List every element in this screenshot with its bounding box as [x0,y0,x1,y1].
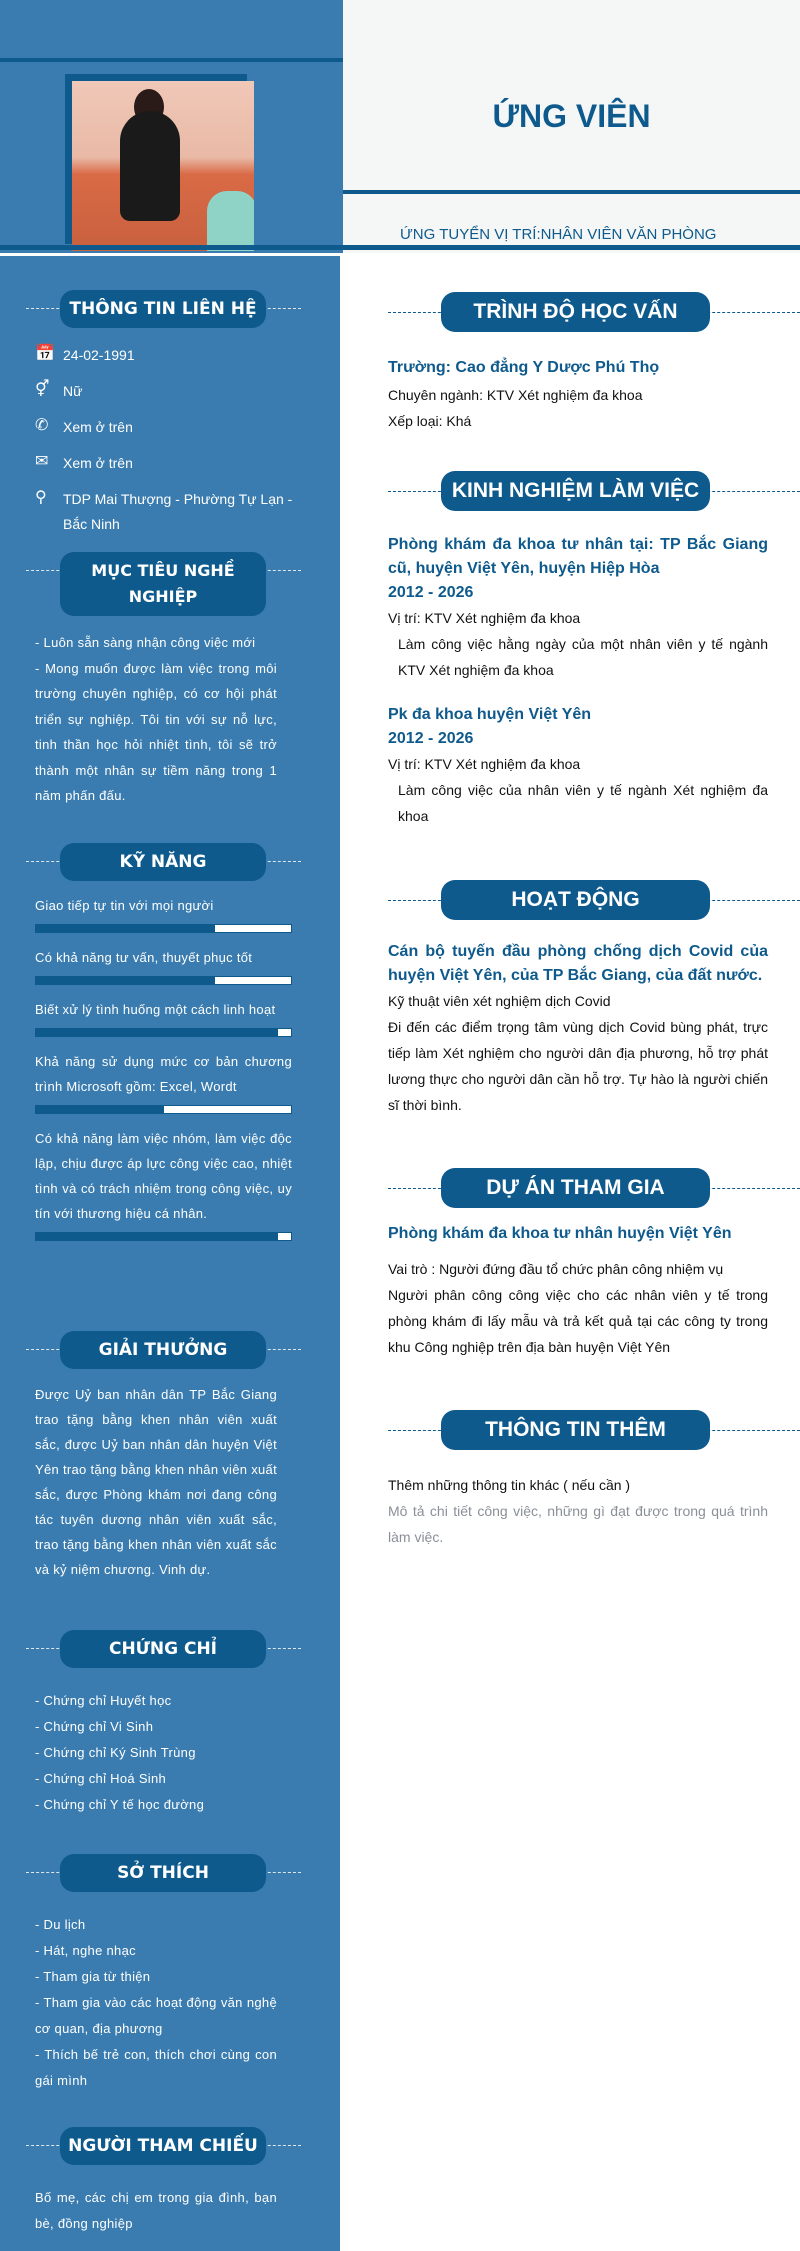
awards-text: Được Uỷ ban nhân dân TP Bắc Giang trao tặng bằng khen nhân viên xuất sắc, được Uỷ ban nhân dân huyện Việt Yên trao tặng bằng khen nhân viên xuất sắc, được Phòng khám nơi đang công tác tuyên dương nhân viên xuất sắc, trao tặng bằng khen nhân viên xuất sắc và kỷ niệm chương. Vinh dự. [35,1387,277,1577]
certificates-list [35,1688,277,1818]
education-content [388,354,768,434]
major: Chuyên ngành: KTV Xét nghiệm đa khoa [388,387,643,403]
section-heading: TRÌNH ĐỘ HỌC VẤN [441,292,710,332]
section-heading: SỞ THÍCH [60,1854,266,1892]
list-item: - Du lịch [35,1917,86,1932]
skill-level-bar [35,1232,292,1241]
skill-level-fill [36,1029,278,1036]
contact-email: ✉ Xem ở trên [35,451,313,476]
skill-level-bar [35,976,292,985]
description: Làm công việc hằng ngày của một nhân viên y tế ngành KTV Xét nghiệm đa khoa [398,636,768,678]
activity-title: Cán bộ tuyến đầu phòng chống dịch Covid của huyện Việt Yên, của TP Bắc Giang, của đất nước. [388,943,768,984]
section-heading: THÔNG TIN LIÊN HỆ [60,290,266,328]
section-extra [388,1410,800,1450]
skills-list [35,893,292,1253]
gender-icon: ⚥ [35,381,50,398]
section-heading: KINH NGHIỆM LÀM VIỆC [441,471,710,511]
school-name: Trường: Cao đẳng Y Dược Phú Thọ [388,359,660,376]
project-description: Người phân công công việc cho các nhân viên y tế trong phòng khám đi lấy mẫu và trả kết quả tại các công ty trong khu Công nghiệp trên địa bàn huyện Việt Yên [388,1287,768,1355]
grade: Xếp loại: Khá [388,413,472,429]
calendar-icon: 📅 [35,345,55,362]
projects-content [388,1222,768,1360]
skill-name: Giao tiếp tự tin với mọi người [35,898,214,913]
skill-name: Khả năng sử dụng mức cơ bản chương trình Microsoft gồm: Excel, Wordt [35,1054,292,1094]
list-item: - Chứng chỉ Vi Sinh [35,1719,154,1734]
activity-description: Đi đến các điểm trọng tâm vùng dịch Covid bùng phát, trực tiếp làm Xét nghiệm cho người dân địa phương, hỗ trợ phát lương thực cho người dân cần hỗ trợ. Tự hào là người chiến sĩ thời bình. [388,1019,768,1113]
list-item: - Chứng chỉ Ký Sinh Trùng [35,1745,196,1760]
section-heading: KỸ NĂNG [60,843,266,881]
skill-item [35,1049,292,1114]
section-heading: THÔNG TIN THÊM [441,1410,710,1450]
section-heading: HOẠT ĐỘNG [441,880,710,920]
location-icon: ⚲ [35,489,47,506]
section-references [26,2127,301,2165]
skill-name: Có khả năng tư vấn, thuyết phục tốt [35,950,253,965]
skill-item [35,997,292,1037]
skill-level-fill [36,1233,278,1240]
section-certificates [26,1630,301,1668]
section-experience [388,471,800,511]
references-text: Bố mẹ, các chị em trong gia đình, bạn bè, đồng nghiệp [35,2190,277,2231]
extra-line: Thêm những thông tin khác ( nếu cần ) [388,1477,631,1493]
list-item: - Thích bế trẻ con, thích chơi cùng con gái mình [35,2047,277,2088]
period: 2012 - 2026 [388,584,474,601]
section-heading: GIẢI THƯỞNG [60,1331,266,1369]
skill-level-bar [35,1028,292,1037]
list-item: - Tham gia vào các hoạt động văn nghệ cơ quan, địa phương [35,1995,277,2036]
skill-item [35,1126,292,1241]
experience-item [388,533,768,683]
skill-item [35,945,292,985]
position: Vị trí: KTV Xét nghiệm đa khoa [388,756,581,772]
section-hobbies [26,1854,301,1892]
section-objective [26,552,301,616]
description: Làm công việc của nhân viên y tế ngành Xét nghiệm đa khoa [398,782,768,824]
contact-phone: ✆ Xem ở trên [35,415,313,440]
skill-level-bar [35,924,292,933]
skill-name: Biết xử lý tình huống một cách linh hoạt [35,1002,276,1017]
skill-item [35,893,292,933]
skill-level-fill [36,925,215,932]
activity-role: Kỹ thuật viên xét nghiệm dịch Covid [388,993,611,1009]
phone-icon: ✆ [35,417,49,434]
section-contact [26,290,301,328]
section-heading: CHỨNG CHỈ [60,1630,266,1668]
section-projects [388,1168,800,1208]
extra-content [388,1472,768,1550]
divider [0,245,800,250]
period: 2012 - 2026 [388,730,474,747]
list-item: - Hát, nghe nhạc [35,1943,136,1958]
contact-address: ⚲ TDP Mai Thượng - Phường Tự Lạn - Bắc Ninh [35,487,313,537]
section-skills [26,843,301,881]
section-education [388,292,800,332]
section-heading: DỰ ÁN THAM GIA [441,1168,710,1208]
experience-item [388,703,768,829]
objective-text: - Luôn sẵn sàng nhận công việc mới - Mong muốn được làm việc trong môi trường chuyên nghiệp, có cơ hội phát triển sự nghiệp. Tôi tin với sự nỗ lực, tinh thần học hỏi nhiệt tình, tôi sẽ trở thành một nhân sự tiềm năng trong 1 năm phấn đấu. [35,635,277,803]
experience-content [388,533,768,829]
section-heading: NGƯỜI THAM CHIẾU [60,2127,266,2165]
divider [343,190,800,194]
project-title: Phòng khám đa khoa tư nhân huyện Việt Yên [388,1225,732,1242]
list-item: - Chứng chỉ Y tế học đường [35,1797,205,1812]
company: Pk đa khoa huyện Việt Yên [388,706,592,723]
skill-level-fill [36,1106,164,1113]
extra-placeholder: Mô tả chi tiết công việc, những gì đạt được trong quá trình làm việc. [388,1503,768,1545]
email-icon: ✉ [35,453,49,470]
list-item: - Tham gia từ thiện [35,1969,151,1984]
contact-dob: 📅 24-02-1991 [35,343,313,368]
avatar [72,81,254,251]
list-item: - Chứng chỉ Huyết học [35,1693,172,1708]
position: Vị trí: KTV Xét nghiệm đa khoa [388,610,581,626]
company: Phòng khám đa khoa tư nhân tại: TP Bắc Giang cũ, huyện Việt Yên, huyện Hiệp Hòa [388,536,768,577]
divider [0,58,343,62]
skill-level-fill [36,977,215,984]
project-role: Vai trò : Người đứng đầu tổ chức phân công nhiệm vụ [388,1261,724,1277]
hobbies-list [35,1912,277,2094]
section-activities [388,880,800,920]
contact-gender: ⚥ Nữ [35,379,313,404]
job-title: ỨNG TUYỂN VỊ TRÍ:NHÂN VIÊN VĂN PHÒNG [400,226,717,243]
section-awards [26,1331,301,1369]
section-heading: MỤC TIÊU NGHỀ NGHIỆP [60,552,266,616]
activities-content [388,940,768,1118]
skill-level-bar [35,1105,292,1114]
list-item: - Chứng chỉ Hoá Sinh [35,1771,167,1786]
page-title: ỨNG VIÊN [492,98,651,134]
skill-name: Có khả năng làm việc nhóm, làm việc độc lập, chịu được áp lực công việc cao, nhiệt tình và có trách nhiệm trong công việc, uy tín với thương hiệu cá nhân. [35,1131,292,1221]
